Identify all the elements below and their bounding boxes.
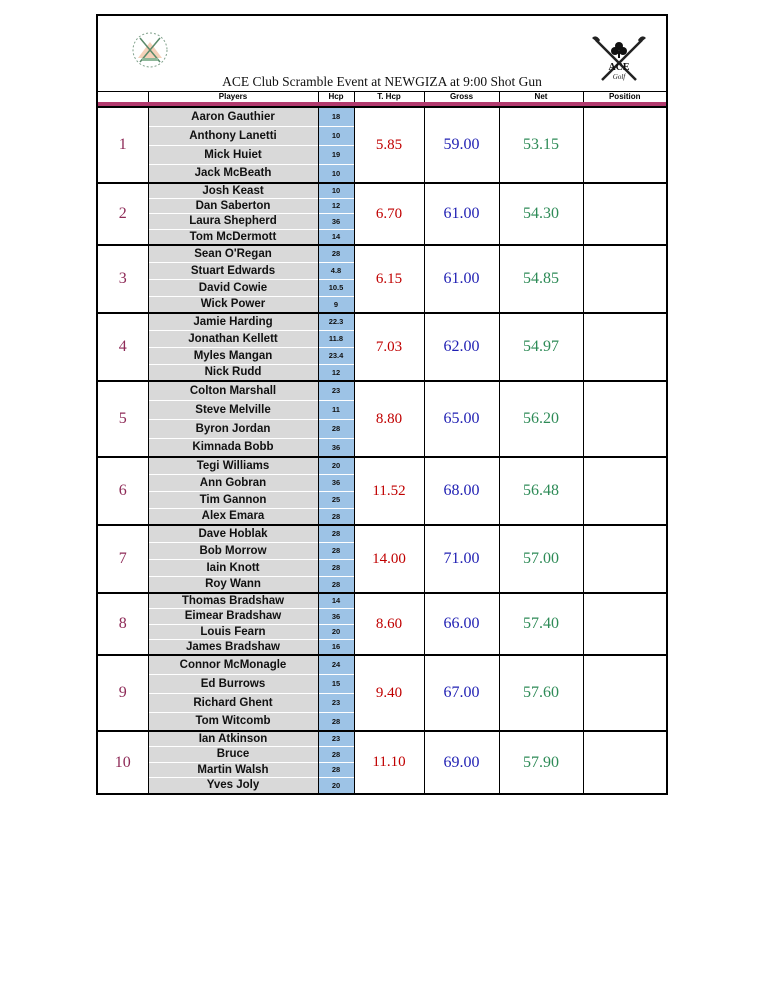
player-name: Roy Wann (148, 576, 318, 593)
player-name: Nick Rudd (148, 364, 318, 381)
net-score: 56.48 (499, 457, 583, 525)
player-handicap: 24 (318, 655, 354, 674)
player-name: Tegi Williams (148, 457, 318, 474)
player-handicap: 23 (318, 381, 354, 400)
player-name: Steve Melville (148, 400, 318, 419)
player-name: Colton Marshall (148, 381, 318, 400)
player-handicap: 12 (318, 364, 354, 381)
player-handicap: 23.4 (318, 347, 354, 364)
player-handicap: 14 (318, 229, 354, 245)
player-name: Dan Saberton (148, 198, 318, 213)
player-name: Laura Shepherd (148, 213, 318, 229)
player-handicap: 10 (318, 126, 354, 145)
player-handicap: 28 (318, 712, 354, 731)
player-name: Thomas Bradshaw (148, 593, 318, 608)
table-row (98, 245, 666, 262)
player-handicap: 10 (318, 183, 354, 198)
player-name: Jamie Harding (148, 313, 318, 330)
gross-score: 62.00 (424, 313, 499, 381)
table-row (98, 525, 666, 542)
player-name: David Cowie (148, 279, 318, 296)
team-number-header (98, 92, 148, 103)
gross-score: 65.00 (424, 381, 499, 457)
player-name: Eimear Bradshaw (148, 608, 318, 624)
player-handicap: 28 (318, 576, 354, 593)
player-name: Tim Gannon (148, 491, 318, 508)
player-handicap: 22.3 (318, 313, 354, 330)
players-header: Players (148, 92, 318, 103)
gross-score: 61.00 (424, 245, 499, 313)
team-scores-table (98, 91, 666, 793)
player-handicap: 4.8 (318, 262, 354, 279)
scorecard-sheet (96, 14, 668, 795)
player-name: Anthony Lanetti (148, 126, 318, 145)
gross-score: 68.00 (424, 457, 499, 525)
net-score: 57.00 (499, 525, 583, 593)
player-name: Tom McDermott (148, 229, 318, 245)
player-handicap: 36 (318, 438, 354, 457)
event-title: ACE Club Scramble Event at NEWGIZA at 9:00 Shot Gun (222, 74, 542, 89)
net-header: Net (499, 92, 583, 103)
player-handicap: 10.5 (318, 279, 354, 296)
table-header-row (98, 92, 666, 103)
player-name: Byron Jordan (148, 419, 318, 438)
player-name: Ann Gobran (148, 474, 318, 491)
position-cell (583, 107, 666, 183)
player-name: Louis Fearn (148, 624, 318, 639)
player-name: Mick Huiet (148, 145, 318, 164)
team-handicap: 5.85 (354, 107, 424, 183)
team-rows (98, 107, 666, 793)
net-score: 56.20 (499, 381, 583, 457)
gross-score: 67.00 (424, 655, 499, 731)
net-score: 53.15 (499, 107, 583, 183)
team-handicap: 14.00 (354, 525, 424, 593)
player-handicap: 25 (318, 491, 354, 508)
table-row (98, 457, 666, 474)
player-name: Dave Hoblak (148, 525, 318, 542)
player-handicap: 11 (318, 400, 354, 419)
team-number: 3 (98, 245, 148, 313)
player-name: Tom Witcomb (148, 712, 318, 731)
svg-text:ACE: ACE (608, 62, 630, 73)
player-name: Bob Morrow (148, 542, 318, 559)
team-number: 4 (98, 313, 148, 381)
net-score: 54.85 (499, 245, 583, 313)
gross-score: 59.00 (424, 107, 499, 183)
player-handicap: 19 (318, 145, 354, 164)
player-handicap: 23 (318, 693, 354, 712)
player-name: Myles Mangan (148, 347, 318, 364)
player-name: Wick Power (148, 296, 318, 313)
team-number: 9 (98, 655, 148, 731)
player-name: Jack McBeath (148, 164, 318, 183)
player-name: Bruce (148, 746, 318, 762)
player-handicap: 28 (318, 508, 354, 525)
net-score: 57.40 (499, 593, 583, 655)
player-name: James Bradshaw (148, 639, 318, 655)
position-cell (583, 381, 666, 457)
gross-score: 61.00 (424, 183, 499, 245)
team-handicap: 8.80 (354, 381, 424, 457)
player-name: Richard Ghent (148, 693, 318, 712)
position-cell (583, 525, 666, 593)
team-number: 5 (98, 381, 148, 457)
table-row (98, 313, 666, 330)
player-handicap: 10 (318, 164, 354, 183)
team-handicap: 7.03 (354, 313, 424, 381)
player-name: Jonathan Kellett (148, 330, 318, 347)
net-score: 57.90 (499, 731, 583, 793)
team-handicap: 11.52 (354, 457, 424, 525)
position-cell (583, 655, 666, 731)
position-cell (583, 457, 666, 525)
player-handicap: 9 (318, 296, 354, 313)
player-name: Connor McMonagle (148, 655, 318, 674)
player-name: Ian Atkinson (148, 731, 318, 746)
player-handicap: 28 (318, 746, 354, 762)
gross-score: 69.00 (424, 731, 499, 793)
player-handicap: 18 (318, 107, 354, 126)
newgiza-golf-club-logo (128, 28, 172, 76)
player-handicap: 28 (318, 525, 354, 542)
position-cell (583, 313, 666, 381)
position-header: Position (583, 92, 666, 103)
player-name: Aaron Gauthier (148, 107, 318, 126)
player-handicap: 28 (318, 419, 354, 438)
position-cell (583, 245, 666, 313)
player-name: Josh Keast (148, 183, 318, 198)
gross-header: Gross (424, 92, 499, 103)
net-score: 54.97 (499, 313, 583, 381)
net-score: 54.30 (499, 183, 583, 245)
position-cell (583, 183, 666, 245)
hcp-header: Hcp (318, 92, 354, 103)
player-handicap: 28 (318, 559, 354, 576)
player-handicap: 36 (318, 474, 354, 491)
player-handicap: 36 (318, 213, 354, 229)
table-row (98, 107, 666, 126)
team-number: 2 (98, 183, 148, 245)
player-name: Ed Burrows (148, 674, 318, 693)
player-handicap: 28 (318, 245, 354, 262)
position-cell (583, 593, 666, 655)
player-name: Kimnada Bobb (148, 438, 318, 457)
team-handicap: 8.60 (354, 593, 424, 655)
player-handicap: 20 (318, 457, 354, 474)
team-number: 7 (98, 525, 148, 593)
table-row (98, 593, 666, 608)
table-row (98, 183, 666, 198)
position-cell (583, 731, 666, 793)
player-handicap: 20 (318, 777, 354, 793)
team-handicap: 6.15 (354, 245, 424, 313)
net-score: 57.60 (499, 655, 583, 731)
team-handicap: 9.40 (354, 655, 424, 731)
player-handicap: 23 (318, 731, 354, 746)
player-name: Martin Walsh (148, 762, 318, 777)
gross-score: 66.00 (424, 593, 499, 655)
player-handicap: 36 (318, 608, 354, 624)
team-number: 1 (98, 107, 148, 183)
team-number: 10 (98, 731, 148, 793)
player-name: Alex Emara (148, 508, 318, 525)
team-handicap: 6.70 (354, 183, 424, 245)
table-row (98, 731, 666, 746)
player-name: Yves Joly (148, 777, 318, 793)
player-name: Iain Knott (148, 559, 318, 576)
table-row (98, 381, 666, 400)
team-hcp-header: T. Hcp (354, 92, 424, 103)
player-name: Sean O'Regan (148, 245, 318, 262)
team-handicap: 11.10 (354, 731, 424, 793)
player-handicap: 28 (318, 542, 354, 559)
team-number: 8 (98, 593, 148, 655)
player-handicap: 20 (318, 624, 354, 639)
gross-score: 71.00 (424, 525, 499, 593)
player-handicap: 15 (318, 674, 354, 693)
player-handicap: 14 (318, 593, 354, 608)
table-row (98, 655, 666, 674)
player-handicap: 11.8 (318, 330, 354, 347)
svg-text:Golf: Golf (612, 73, 626, 81)
team-number: 6 (98, 457, 148, 525)
player-handicap: 12 (318, 198, 354, 213)
player-name: Stuart Edwards (148, 262, 318, 279)
player-handicap: 16 (318, 639, 354, 655)
player-handicap: 28 (318, 762, 354, 777)
